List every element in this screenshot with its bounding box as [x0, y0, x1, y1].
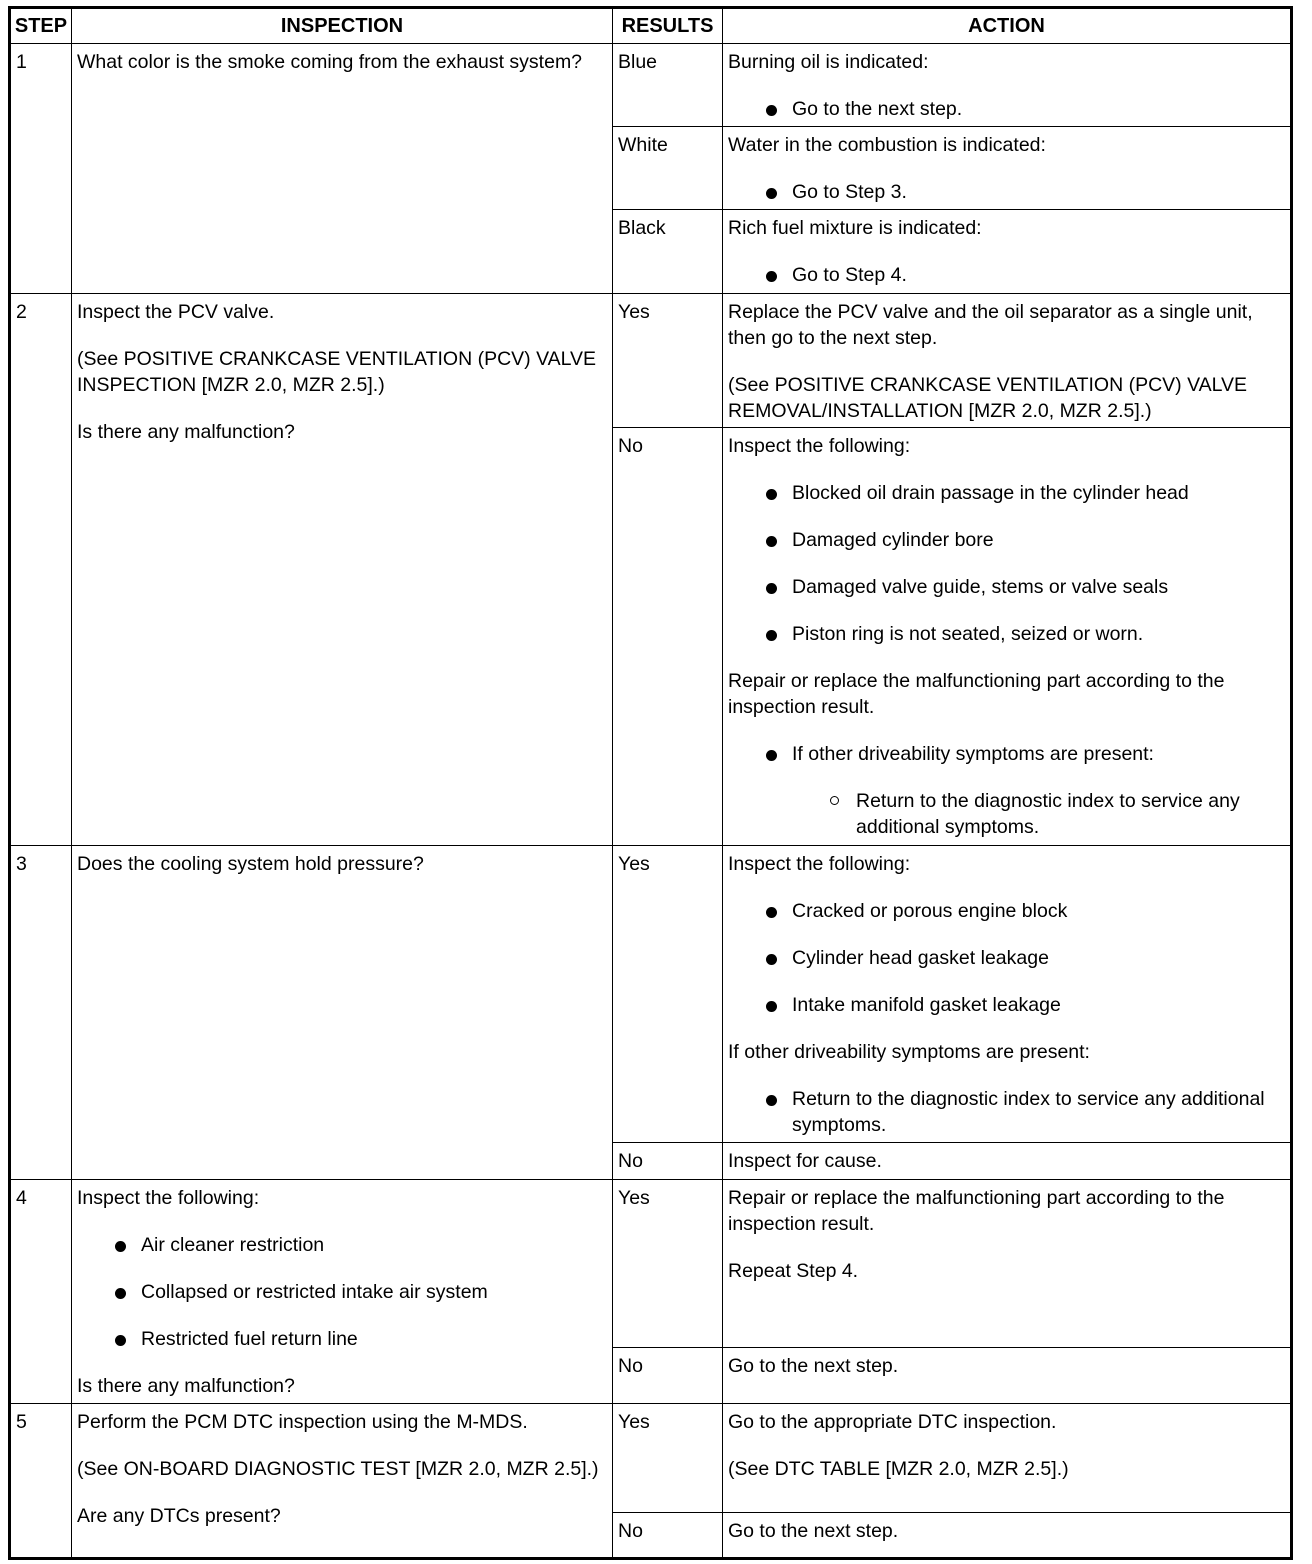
list-item	[728, 741, 1284, 840]
table-row	[10, 1404, 1292, 1513]
header-row	[10, 8, 1292, 44]
table-row	[10, 294, 1292, 428]
table-row	[10, 1180, 1292, 1348]
action-cell	[723, 294, 1292, 428]
table-row	[10, 44, 1292, 127]
list-item: Restricted fuel return line	[77, 1326, 606, 1352]
action-text: Go to the next step.	[728, 1355, 899, 1377]
result-label: No	[613, 428, 723, 846]
list-item: Go to Step 3.	[728, 179, 1284, 205]
sub-list-item: Return to the diagnostic index to service any additional symptoms.	[792, 788, 1284, 840]
inspection-question: Is there any malfunction?	[77, 1375, 295, 1397]
step-number: 1	[10, 44, 72, 294]
inspection-cell	[72, 1404, 613, 1559]
result-label: No	[613, 1143, 723, 1180]
result-label: Yes	[613, 846, 723, 1143]
step-number: 5	[10, 1404, 72, 1559]
inspection-cell	[72, 44, 613, 294]
inspection-question: Are any DTCs present?	[77, 1505, 281, 1527]
inspection-reference: (See ON-BOARD DIAGNOSTIC TEST [MZR 2.0, MZR 2.5].)	[77, 1458, 599, 1480]
list-item: Blocked oil drain passage in the cylinder head	[728, 480, 1284, 506]
list-item: Return to the diagnostic index to service any additional symptoms.	[728, 1086, 1284, 1138]
inspection-text: Perform the PCM DTC inspection using the M-MDS.	[77, 1411, 528, 1433]
result-label: Yes	[613, 294, 723, 428]
inspection-cell	[72, 294, 613, 846]
action-cell	[723, 127, 1292, 210]
list-item: Air cleaner restriction	[77, 1232, 606, 1258]
list-item: Intake manifold gasket leakage	[728, 992, 1284, 1018]
action-cell	[723, 1513, 1292, 1559]
action-cell	[723, 1180, 1292, 1348]
action-reference: (See POSITIVE CRANKCASE VENTILATION (PCV) VALVE REMOVAL/INSTALLATION [MZR 2.0, MZR 2.5].)	[728, 374, 1248, 422]
action-text: Inspect for cause.	[728, 1150, 882, 1172]
list-item: Cylinder head gasket leakage	[728, 945, 1284, 971]
step-number: 4	[10, 1180, 72, 1404]
action-reference: (See DTC TABLE [MZR 2.0, MZR 2.5].)	[728, 1458, 1069, 1480]
action-cell	[723, 1404, 1292, 1513]
action-text: Water in the combustion is indicated:	[728, 134, 1046, 156]
inspection-text: Does the cooling system hold pressure?	[77, 853, 424, 875]
action-cell	[723, 846, 1292, 1143]
action-cell	[723, 428, 1292, 846]
action-cell	[723, 1143, 1292, 1180]
step-number: 3	[10, 846, 72, 1180]
inspection-cell	[72, 846, 613, 1180]
result-label: White	[613, 127, 723, 210]
result-label: Black	[613, 210, 723, 294]
inspection-text: Inspect the following:	[77, 1187, 260, 1209]
step-number: 2	[10, 294, 72, 846]
result-label: Yes	[613, 1180, 723, 1348]
header-results: RESULTS	[613, 8, 723, 44]
action-cell	[723, 1348, 1292, 1404]
list-item-text: If other driveability symptoms are present:	[792, 743, 1154, 765]
list-item: Damaged valve guide, stems or valve seals	[728, 574, 1284, 600]
action-text: Inspect the following:	[728, 435, 911, 457]
action-text: Rich fuel mixture is indicated:	[728, 217, 982, 239]
action-text: Replace the PCV valve and the oil separator as a single unit, then go to the next step.	[728, 301, 1253, 349]
list-item: Go to Step 4.	[728, 262, 1284, 288]
list-item: Damaged cylinder bore	[728, 527, 1284, 553]
result-label: No	[613, 1513, 723, 1559]
result-label: No	[613, 1348, 723, 1404]
action-text: If other driveability symptoms are present:	[728, 1041, 1090, 1063]
list-item: Cracked or porous engine block	[728, 898, 1284, 924]
action-text: Go to the appropriate DTC inspection.	[728, 1411, 1057, 1433]
action-text: Burning oil is indicated:	[728, 51, 929, 73]
list-item: Collapsed or restricted intake air system	[77, 1279, 606, 1305]
inspection-text: Inspect the PCV valve.	[77, 301, 275, 323]
list-item: Piston ring is not seated, seized or worn.	[728, 621, 1284, 647]
action-text: Inspect the following:	[728, 853, 911, 875]
table-row	[10, 846, 1292, 1143]
action-text: Repair or replace the malfunctioning part according to the inspection result.	[728, 670, 1225, 718]
inspection-text: What color is the smoke coming from the exhaust system?	[77, 51, 583, 73]
list-item: Go to the next step.	[728, 96, 1284, 122]
action-text: Go to the next step.	[728, 1520, 899, 1542]
action-text: Repair or replace the malfunctioning part according to the inspection result.	[728, 1187, 1225, 1235]
action-cell	[723, 44, 1292, 127]
diagnostic-table	[8, 6, 1293, 1560]
inspection-reference: (See POSITIVE CRANKCASE VENTILATION (PCV) VALVE INSPECTION [MZR 2.0, MZR 2.5].)	[77, 348, 597, 396]
action-cell	[723, 210, 1292, 294]
action-text: Repeat Step 4.	[728, 1260, 859, 1282]
header-inspection: INSPECTION	[72, 8, 613, 44]
result-label: Blue	[613, 44, 723, 127]
header-step: STEP	[10, 8, 72, 44]
inspection-cell	[72, 1180, 613, 1404]
header-action: ACTION	[723, 8, 1292, 44]
result-label: Yes	[613, 1404, 723, 1513]
inspection-question: Is there any malfunction?	[77, 421, 295, 443]
